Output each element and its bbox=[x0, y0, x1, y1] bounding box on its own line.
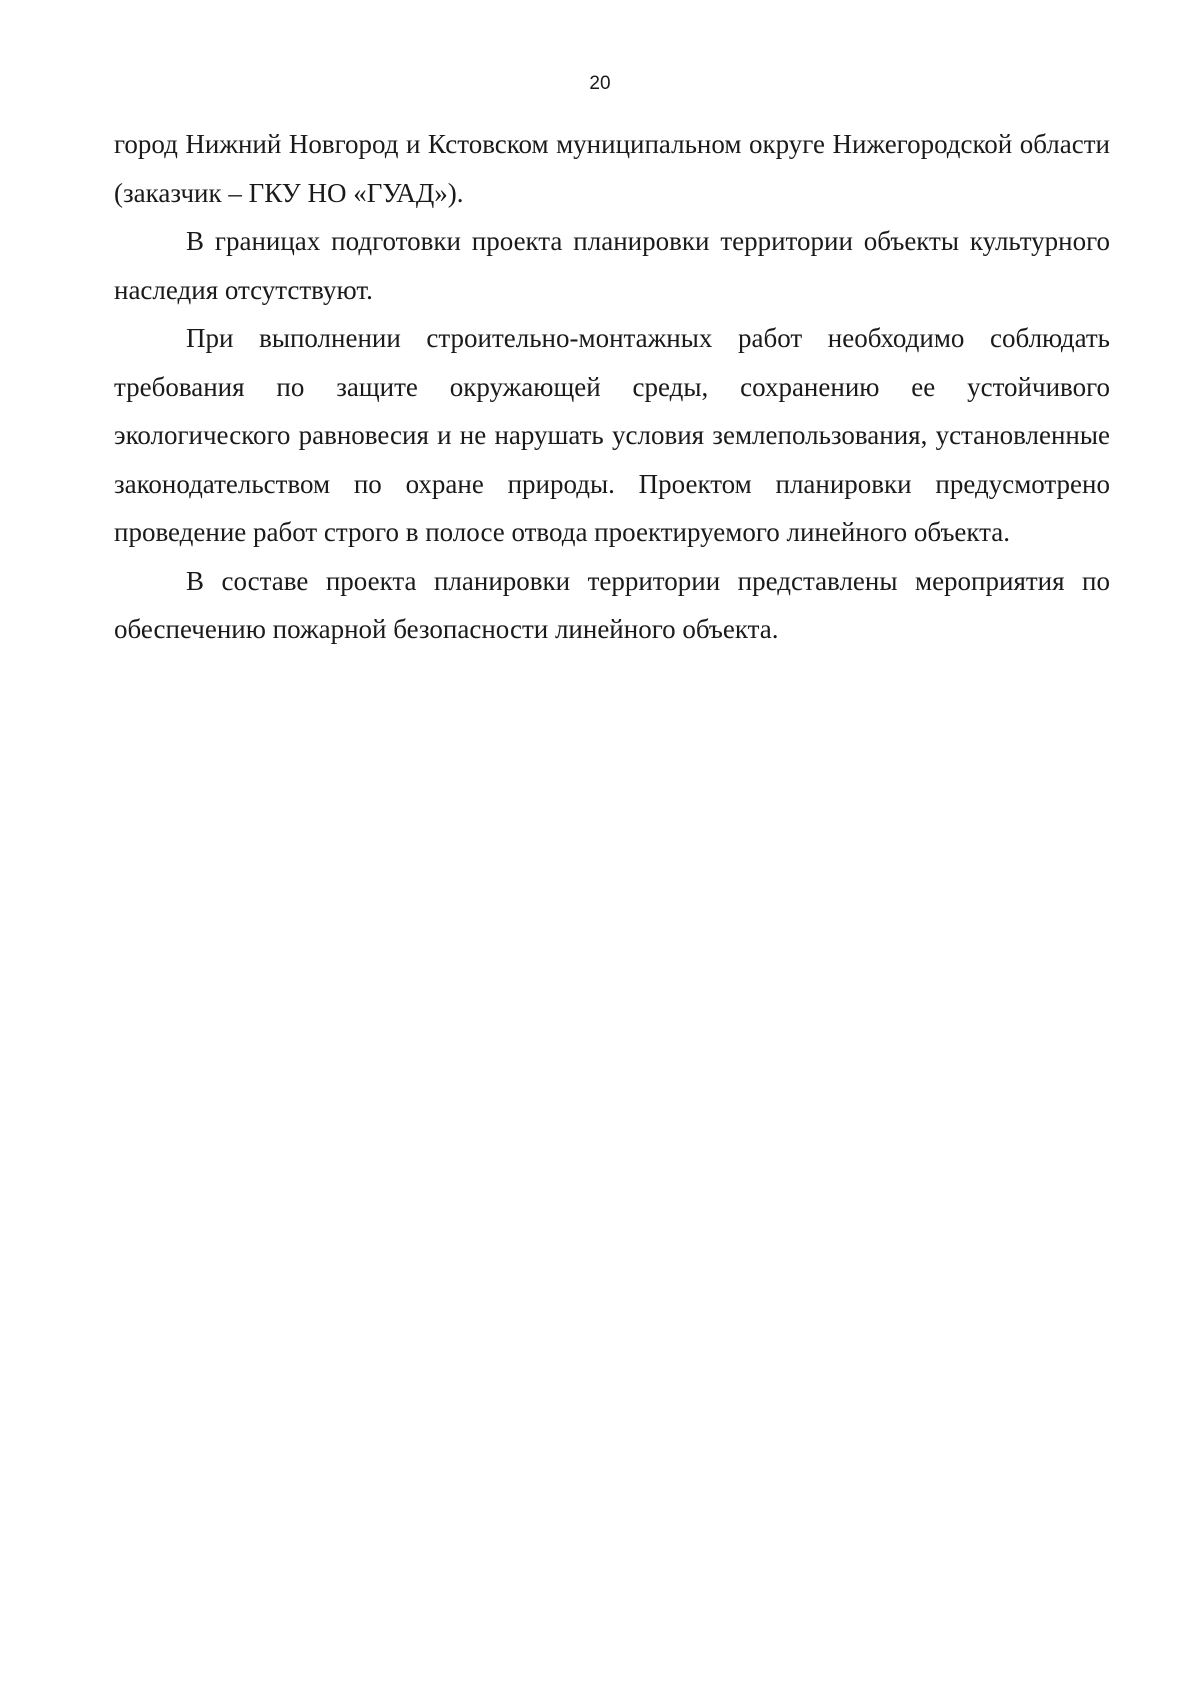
document-body bbox=[114, 120, 1110, 654]
paragraph-cultural-heritage: В границах подготовки проекта планировки территории объекты культурного наследия отсутствуют. bbox=[114, 226, 1110, 305]
paragraph-fire-safety: В составе проекта планировки территории представлены мероприятия по обеспечению пожарной безопасности линейного объекта. bbox=[114, 565, 1110, 644]
paragraph-continuation: город Нижний Новгород и Кстовском муниципальном округе Нижегородской области (заказчик – ГКУ НО «ГУАД»). bbox=[114, 129, 1110, 208]
page-number: 20 bbox=[589, 73, 611, 94]
paragraph-environmental-requirements: При выполнении строительно-монтажных работ необходимо соблюдать требования по защите окружающей среды, сохранению ее устойчивого экологического равновесия и не нарушать условия землепользования, установленные законодательством по охране природы. Проектом планировки предусмотрено проведение работ строго в полосе отвода проектируемого линейного объекта. bbox=[114, 323, 1110, 547]
